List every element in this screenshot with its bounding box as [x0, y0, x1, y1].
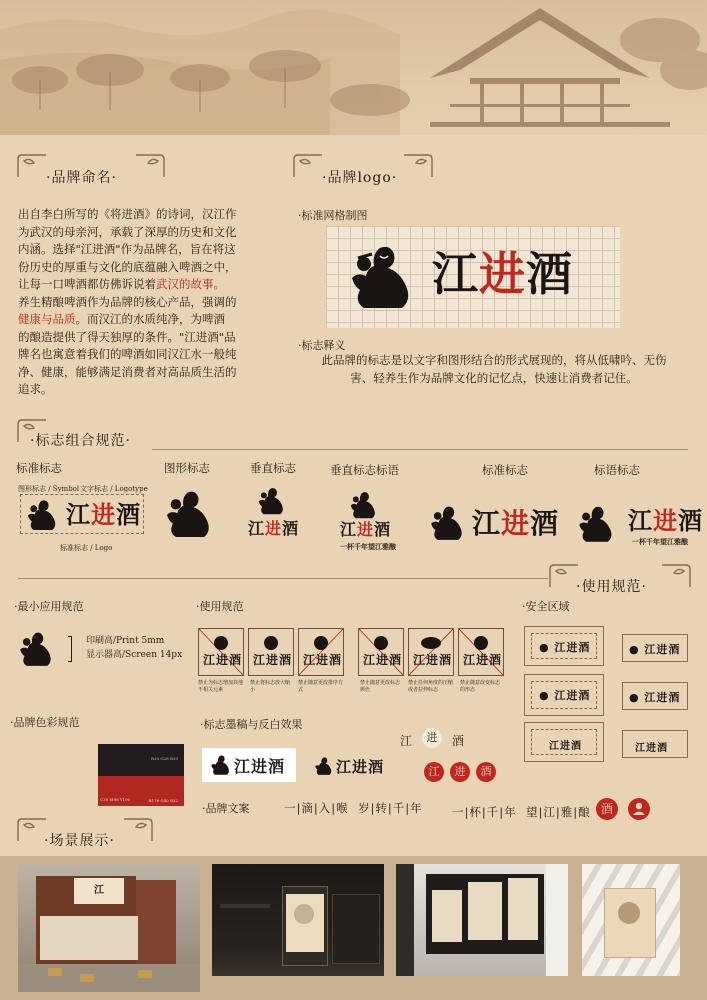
- rule-card: 江进酒: [358, 628, 404, 676]
- safe-area-diagram: 江进酒: [622, 730, 688, 758]
- rule-caption: 禁止随意更改排序方式: [298, 680, 344, 693]
- min-size-text: [86, 634, 182, 662]
- corner-ornament-icon: [656, 563, 692, 589]
- scene-title: ·场景展示·: [44, 833, 115, 849]
- landscape-illustration: [0, 0, 707, 135]
- highlight-story: 武汉的故事: [156, 277, 214, 291]
- storefront-photo: 江: [18, 864, 200, 992]
- rule-grid: [198, 628, 504, 698]
- rule-caption: 禁止随意改变标志的形态: [460, 680, 501, 693]
- logo-wordmark: 江进酒: [340, 520, 392, 539]
- naming-line: 牌名也寓意着我们的啤酒如同汉江水一般纯: [18, 347, 237, 361]
- ink-white-version: 江进酒: [202, 748, 296, 782]
- logo-wordmark: 江进酒: [432, 247, 573, 301]
- naming-line: 内涵。选择"江进酒"作为品牌名，旨在将这: [18, 242, 236, 256]
- brand-black-swatch: R35 G28 B30: [98, 744, 184, 776]
- min-size-title: ·最小应用规范: [14, 600, 84, 613]
- header-banner: [0, 0, 707, 135]
- usage-title: ·使用规范·: [576, 579, 647, 595]
- slogan-small: 一杯千年望江雅酿: [340, 542, 396, 551]
- meaning-line: 此品牌的标志是以文字和图形结合的形式展现的，将从低啸吟、无伤: [321, 353, 667, 367]
- logo-wordmark: 江进酒: [66, 500, 141, 529]
- bus-stop-photo: [212, 864, 384, 976]
- naming-line: 健康与品质。而汉江的水质纯净，为啤酒: [18, 312, 225, 326]
- naming-line: 的酿造提供了得天独厚的条件。"江进酒"品: [18, 329, 236, 344]
- rule-card: 江进酒: [248, 628, 294, 676]
- safe-area-diagram: ● 江进酒: [622, 634, 688, 662]
- corner-ornament-icon: [118, 817, 154, 843]
- logo-grid: [326, 226, 620, 328]
- drinker-figure-icon: [348, 490, 380, 520]
- drinker-figure-icon: [350, 242, 416, 312]
- logo-caption: 标准标志 / Logo: [60, 544, 113, 552]
- safe-area-diagram: ● 江进酒: [524, 674, 604, 716]
- cmyk-code: C30 M98 Y100: [100, 797, 131, 802]
- logo-wordmark: 江进酒: [628, 506, 703, 535]
- subway-photo: [396, 864, 568, 976]
- color-title: ·品牌色彩规范: [10, 716, 80, 729]
- safe-area-diagram: 江进酒: [524, 722, 604, 762]
- ink-black-version: 江进酒: [306, 750, 398, 782]
- section-divider: [152, 449, 688, 450]
- meaning-line: 害、轻养生作为品牌文化的记忆点，快速让消费者记住。: [350, 370, 638, 385]
- naming-line: 净、健康，能够满足消费者对高品质生活的: [18, 364, 237, 379]
- print-size: 印刷高/Print 5mm: [86, 636, 165, 646]
- rule-card: 江进酒: [298, 628, 344, 676]
- combo-label: 垂直标志: [250, 461, 296, 475]
- combo-label: 标准标志: [482, 463, 528, 477]
- grid-label: ·标准网格制图: [298, 209, 368, 222]
- ink-seal-row: 江 进 酒: [400, 732, 470, 752]
- wine-seal-icon: 酒: [596, 798, 618, 820]
- drinker-figure-icon: [164, 488, 216, 540]
- rule-card: 江进酒: [408, 628, 454, 676]
- drinker-figure-icon: [26, 498, 60, 532]
- copy-line-a: 一|滴|入|喉 岁|转|千|年: [284, 801, 423, 815]
- combo-label: 图形标志: [164, 461, 210, 475]
- figure-seal-icon: [628, 798, 650, 820]
- red-seal-row: 江 进 酒: [424, 762, 504, 784]
- logo-wordmark: 江进酒: [248, 519, 300, 538]
- meaning-paragraph: [296, 352, 692, 387]
- rule-title: ·使用规范: [196, 600, 244, 613]
- copy-line-b: 一|杯|千|年 望|江|雅|酿: [452, 805, 591, 819]
- naming-paragraph: [18, 206, 270, 399]
- drinker-figure-icon: [257, 486, 287, 516]
- copy-title: ·品牌文案: [202, 802, 250, 815]
- naming-line: 份历史的厚重与文化的底蕴融入啤酒之中，: [18, 259, 237, 274]
- corner-ornament-icon: [398, 153, 434, 179]
- naming-line: 出自李白所写的《将进酒》的诗词，汉江作: [18, 207, 237, 221]
- logotype-caption: 文字标志 / Logotype: [80, 485, 148, 493]
- poster-wall-photo: [582, 864, 680, 976]
- combo-label: 标语标志: [594, 463, 640, 477]
- screen-size: 显示器高/Screen 14px: [86, 650, 183, 660]
- highlight-quality: 健康与品质: [18, 312, 76, 326]
- safe-area-diagram: ● 江进酒: [524, 626, 604, 666]
- rule-caption: 禁止任何角度的压缩或者拉伸标志: [408, 680, 454, 693]
- naming-line: 养生精酿啤酒作为品牌的核心产品，强调的: [18, 294, 237, 309]
- drinker-figure-icon: [428, 504, 468, 542]
- logo-title: ·品牌logo·: [322, 170, 398, 186]
- meaning-label: ·标志释义: [298, 339, 346, 352]
- naming-line: 为武汉的母亲河，承载了深厚的历史和文化: [18, 224, 237, 239]
- size-bracket: [68, 636, 72, 662]
- naming-title: ·品牌命名·: [46, 170, 117, 186]
- rule-caption: 禁止随意更改标志颜色: [360, 680, 401, 693]
- slogan-small: 一杯千年望江雅酿: [632, 537, 688, 546]
- drinker-figure-icon: [576, 504, 618, 544]
- naming-line: 追求。: [18, 382, 53, 396]
- rule-card: 江进酒: [458, 628, 504, 676]
- brand-red-swatch: R176 G40 B32: [98, 776, 184, 806]
- rule-caption: 禁止为标志增加其他不相关元素: [198, 680, 244, 693]
- combo-label: 垂直标志标语: [330, 463, 399, 477]
- naming-line: 让每一口啤酒都仿佛诉说着武汉的故事。: [18, 277, 225, 291]
- safe-area-diagram: ● 江进酒: [622, 682, 688, 710]
- corner-ornament-icon: [130, 153, 166, 179]
- safe-area-title: ·安全区域: [522, 600, 570, 613]
- logo-wordmark: 江进酒: [472, 507, 560, 540]
- rule-card: 江进酒: [198, 628, 244, 676]
- combo-label: 标准标志: [16, 461, 62, 475]
- section-divider: [18, 578, 548, 579]
- drinker-figure-icon: [14, 630, 60, 668]
- symbol-caption: 图形标志 / Symbol: [18, 485, 80, 493]
- ink-title: ·标志墨稿与反白效果: [200, 718, 303, 731]
- combo-title: ·标志组合规范·: [30, 433, 131, 449]
- rule-caption: 禁止将标志放大缩小: [250, 680, 291, 693]
